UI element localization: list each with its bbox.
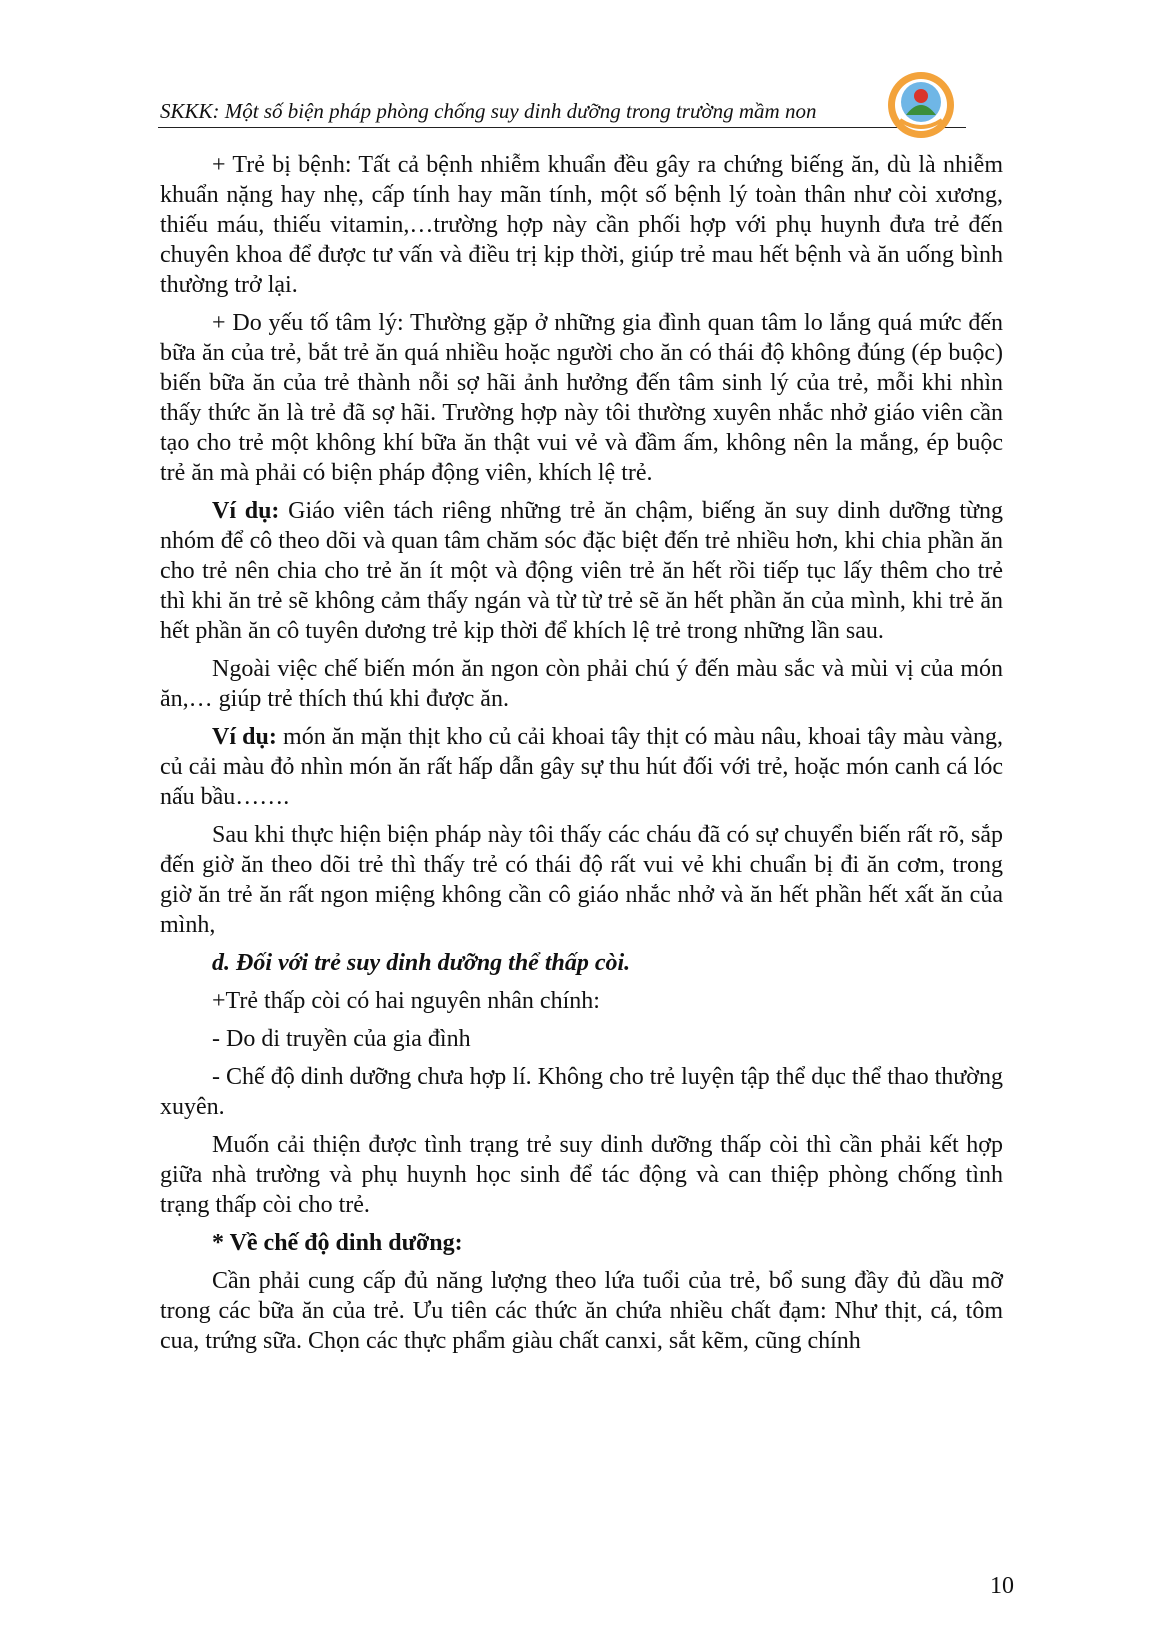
paragraph-cause-heredity: - Do di truyền của gia đình: [212, 1026, 471, 1052]
paragraph-food-color: Ngoài việc chế biến món ăn ngon còn phải chú ý đến màu sắc và mùi vị của món ăn,… giúp trẻ thích thú khi được ăn.: [160, 656, 1003, 712]
example-label: Ví dụ:: [212, 724, 277, 750]
example-label: Ví dụ:: [212, 498, 280, 524]
paragraph-example-2: [160, 722, 1003, 812]
paragraph-nutrition-details: Cần phải cung cấp đủ năng lượng theo lứa tuổi của trẻ, bổ sung đầy đủ dầu mỡ trong các bữa ăn của trẻ. Ưu tiên các thức ăn chứa nhiều chất đạm: Như thịt, cá, tôm cua, trứng sữa. Chọn các thực phẩm giàu chất canxi, sắt kẽm, cũng chính: [160, 1268, 1003, 1354]
page-number: 10: [990, 1573, 1014, 1599]
header-divider: [158, 127, 966, 128]
paragraph-sick-children: + Trẻ bị bệnh: Tất cả bệnh nhiễm khuẩn đều gây ra chứng biếng ăn, dù là nhiễm khuẩn nặng hay nhẹ, cấp tính hay mãn tính, một số bệnh lý toàn thân như còi xương, thiếu máu, thiếu vitamin,…trường hợp này cần phối hợp với phụ huynh đưa trẻ đến chuyên khoa để được tư vấn và điều trị kịp thời, giúp trẻ mau hết bệnh và ăn uống bình thường trở lại.: [160, 152, 1003, 298]
school-logo-icon: [886, 70, 956, 140]
paragraph-causes-intro: +Trẻ thấp còi có hai nguyên nhân chính:: [212, 988, 600, 1014]
paragraph-psychological-factor: + Do yếu tố tâm lý: Thường gặp ở những gia đình quan tâm lo lắng quá mức đến bữa ăn của trẻ, bắt trẻ ăn quá nhiều hoặc người cho ăn có thái độ không đúng (ép buộc) biến bữa ăn của trẻ thành nỗi sợ hãi ảnh hưởng đến tâm sinh lý của trẻ, mỗi khi nhìn thấy thức ăn là trẻ đã sợ hãi. Trường hợp này tôi thường xuyên nhắc nhở giáo viên cần tạo cho trẻ một không khí bữa ăn thật vui vẻ và đầm ấm, không nên la mắng, ép buộc trẻ ăn mà phải có biện pháp động viên, khích lệ trẻ.: [160, 310, 1003, 486]
section-heading-stunting: d. Đối với trẻ suy dinh dưỡng thể thấp còi.: [212, 950, 631, 976]
paragraph-improvement: Muốn cải thiện được tình trạng trẻ suy dinh dưỡng thấp còi thì cần phải kết hợp giữa nhà trường và phụ huynh học sinh để tác động và can thiệp phòng chống tình trạng thấp còi cho trẻ.: [160, 1132, 1003, 1218]
paragraph-results: Sau khi thực hiện biện pháp này tôi thấy các cháu đã có sự chuyển biến rất rõ, sắp đến giờ ăn theo dõi trẻ thì thấy trẻ có thái độ rất vui vẻ khi chuẩn bị đi ăn cơm, trong giờ ăn trẻ ăn rất ngon miệng không cần cô giáo nhắc nhở và ăn hết phần hết xất ăn của mình,: [160, 822, 1003, 938]
section-heading-nutrition: * Về chế độ dinh dưỡng:: [212, 1230, 463, 1256]
header-title: SKKK: Một số biện pháp phòng chống suy dinh dưỡng trong trường mầm non: [160, 99, 817, 123]
paragraph-example-1: [160, 496, 1003, 646]
example-text: Giáo viên tách riêng những trẻ ăn chậm, biếng ăn suy dinh dưỡng từng nhóm để cô theo dõi và quan tâm chăm sóc đặc biệt đến trẻ nhiều hơn, khi chia phần ăn cho trẻ nên chia cho trẻ ăn ít một và động viên trẻ ăn hết rồi tiếp tục lấy thêm cho trẻ thì khi ăn trẻ sẽ không cảm thấy ngán và từ từ trẻ sẽ ăn hết phần ăn của mình, khi trẻ ăn hết phần ăn cô tuyên dương trẻ kịp thời để khích lệ trẻ trong những lần sau.: [160, 498, 1003, 644]
paragraph-cause-nutrition: - Chế độ dinh dưỡng chưa hợp lí. Không cho trẻ luyện tập thể dục thể thao thường xuyên.: [160, 1064, 1003, 1120]
document-body: [160, 150, 1003, 1364]
example-text: món ăn mặn thịt kho củ cải khoai tây thịt có màu nâu, khoai tây màu vàng, củ cải màu đỏ nhìn món ăn rất hấp dẫn gây sự thu hút đối với trẻ, hoặc món canh cá lóc nấu bầu…….: [160, 724, 1004, 810]
